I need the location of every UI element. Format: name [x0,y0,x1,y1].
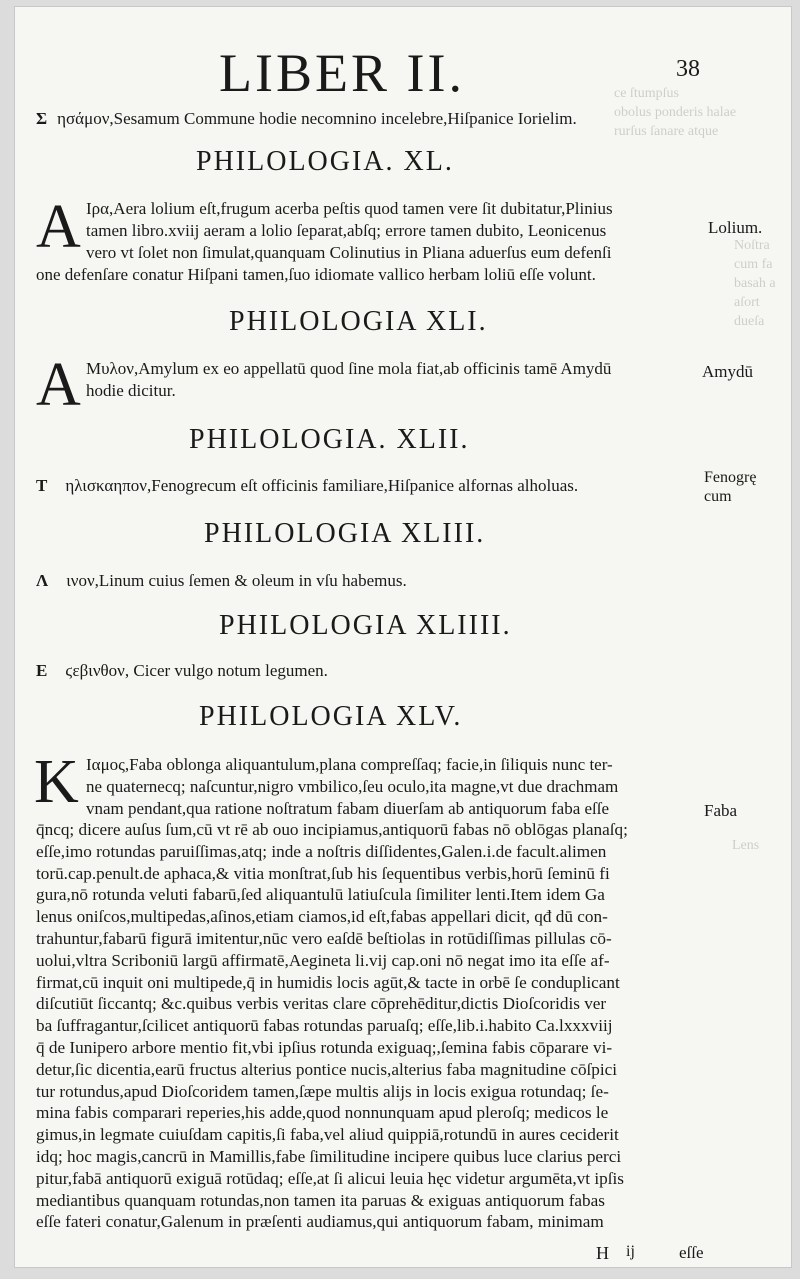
text-line: mina fabis comparari reperies,his adde,quod nonnunquam apud pleroſq; medicos le [36,1103,609,1123]
text-line: tamen libro.xviij aeram a lolio ſeparat,abſq; errore tamen dubito, Leonicenus [86,221,607,240]
section-heading-xli: PHILOLOGIA XLI. [229,306,488,337]
text-line: mediantibus quanquam rotundas,non tamen ita paruas & exiguas antiquorum fabas [36,1190,605,1210]
entry-text: ησάμον,Sesamum Commune hodie necomnino incelebre,Hiſpanice Iorielim. [57,109,577,128]
sesamum-entry [36,109,577,129]
page-number: 38 [676,56,700,82]
entry-initial: E [36,661,48,680]
margin-note-lolium: Lolium. [708,218,763,237]
text-line: lenus oniſcos,multipedas,aſinos,etiam ciamos,id eſt,fabas appellari dicit, qđ dū con- [36,907,608,927]
drop-cap-xli: A [36,351,81,419]
text-line: gura,nō rotunda veluti fabarū,ſed aliquantulū latiuſcula ſimiliter lenti.Item idem Ga [36,885,605,905]
paragraph-xli [86,358,611,402]
text-line: hodie dicitur. [86,381,176,400]
bleed-through-text: ce ſtumpſus obolus ponderis halae rurſus ſanare atque [614,86,737,139]
bleed-through-text: Lens [732,838,760,853]
section-heading-xliii: PHILOLOGIA XLIII. [204,518,486,549]
entry-text: ινον,Linum cuius ſemen & oleum in vſu habemus. [66,571,407,590]
paragraph-xlv-body [36,819,726,1233]
text-line: q̄ncq; dicere auſus ſum,cū vt rē ab ouo incipiamus,antiquorū fabas nō oblōgas planaſq; [36,820,628,839]
margin-note-amydu: Amydū [702,362,753,381]
text-line: one defenſare conatur Hiſpani tamen,ſuo idiomate vallico herbam loliū eſſe volunt. [36,265,596,284]
entry-xliii [36,571,407,591]
text-line: tur rotundus,apud Dioſcoridem tamen,ſæpe multis alijs in locis exigua rotundaq; ſe- [36,1081,609,1101]
paragraph-xl [86,198,613,264]
drop-cap-xl: A [36,193,81,261]
text-line: firmat,cū inquit oni multipede,q̄ in humidis locis agūt,& tacte in orbē ſe conduplicant [36,972,620,992]
text-line: ne quaternecq; naſcuntur,nigro vmbilico,ſeu oculo,ita magne,vt due drachmam [86,776,619,796]
entry-initial: Λ [36,571,49,590]
text-line: eſſe,imo rotundas paruiſſimas,atq; inde a noſtris diſſidentes,Galen.i.de facult.alimen [36,841,607,861]
text-line: Mυλον,Amylum ex eo appellatū quod ſine mola fiat,ab officinis tamē Amydū [86,359,612,378]
running-head: LIBER II. [219,43,465,103]
text-line: torū.cap.penult.de aphaca,& vitia monſtrat,ſub his ſequentibus verbis,horū ſeminū fi [36,863,610,883]
text-line: Iρα,Aera lolium eſt,frugum acerba peſtis quod tamen vere ſit dubitatur,Plinius [86,199,613,218]
text-line: q̄ de Iunipero arbore mentio fit,vbi ipſius rotunda exiguaq;,ſemina fabis cōparare vi- [36,1037,613,1057]
section-heading-xliiii: PHILOLOGIA XLIIII. [219,610,512,641]
entry-text: ϛεβινθον, Cicer vulgo notum legumen. [65,661,328,680]
entry-initial: T [36,476,48,495]
drop-cap-xlv: K [34,748,79,816]
book-page [14,6,792,1268]
text-line: Iαμος,Faba oblonga aliquantulum,plana compreſſaq; facie,in ſiliquis nunc ter- [86,755,613,774]
signature-mark: H [596,1243,609,1263]
text-line: ba ſuffragantur,ſcilicet antiquorū fabas rotundas paruaſq; eſſe,lib.i.habito Ca.lxxxviij [36,1016,613,1036]
page-header [14,34,792,104]
paragraph-xlv-lead [86,754,706,819]
text-line: diſcutiūt ſiccantq; &c.quibus verbis veritas clare cōprehēditur,dictis Dioſcoridis ver [36,994,607,1014]
entry-initial: Σ [36,109,48,128]
catchword: eſſe [679,1243,704,1262]
margin-note-fenogrecum: Fenogrę cum [704,469,757,505]
entry-xliiii [36,661,328,681]
margin-note-faba: Faba [704,801,738,820]
text-line: pitur,fabā antiquorū exiguā rotūdaq; eſſe,at ſi alicui leuia hęc videtur argumēta,vt ipſis [36,1168,624,1188]
entry-text: ηλισκαηπον,Fenogrecum eſt officinis familiare,Hiſpanice alfornas alholuas. [65,476,579,495]
text-line: detur,ſic dicentia,earū fructus alterius pontice nucis,alterius faba magnitudine cōſpici [36,1059,618,1079]
entry-xlii [36,476,578,496]
signature-number: ij [626,1243,635,1260]
section-heading-xlii: PHILOLOGIA. XLII. [189,424,470,455]
section-heading-xlv: PHILOLOGIA XLV. [199,701,463,732]
text-line: uolui,vltra Scriboniū largū affirmatē,Aegineta li.vij cap.oni nō negat imo ita eſſe af- [36,950,610,970]
text-line: vnam pendant,qua ratione noſtratum fabam diuerſam ab antiquorum faba eſſe [86,798,610,818]
text-line: vero vt ſolet non ſimulat,quanquam Colinutius in Pliana aduerſus eum defenſi [86,243,612,262]
text-line: eſſe fateri conatur,Galenum in præſenti audiamus,qui antiquorum fabam, minimam [36,1212,604,1232]
text-line: idq; hoc magis,cancrū in Mamillis,fabe ſimilitudine incipere quibus luce clarius perci [36,1146,622,1166]
text-line: gimus,in legmate cuiuſdam capitis,ſi faba,vel aliud quippiā,rotundū in aures ceciderit [36,1125,619,1145]
bleed-through-text: Noſtra cum fa basah a aſort dueſa [734,238,776,329]
text-line: trahuntur,fabarū figurā imitentur,nūc vero eaſdē beſtiolas in rotūdiſſimas pillulas cō- [36,928,612,948]
section-heading-xl: PHILOLOGIA. XL. [196,146,454,177]
